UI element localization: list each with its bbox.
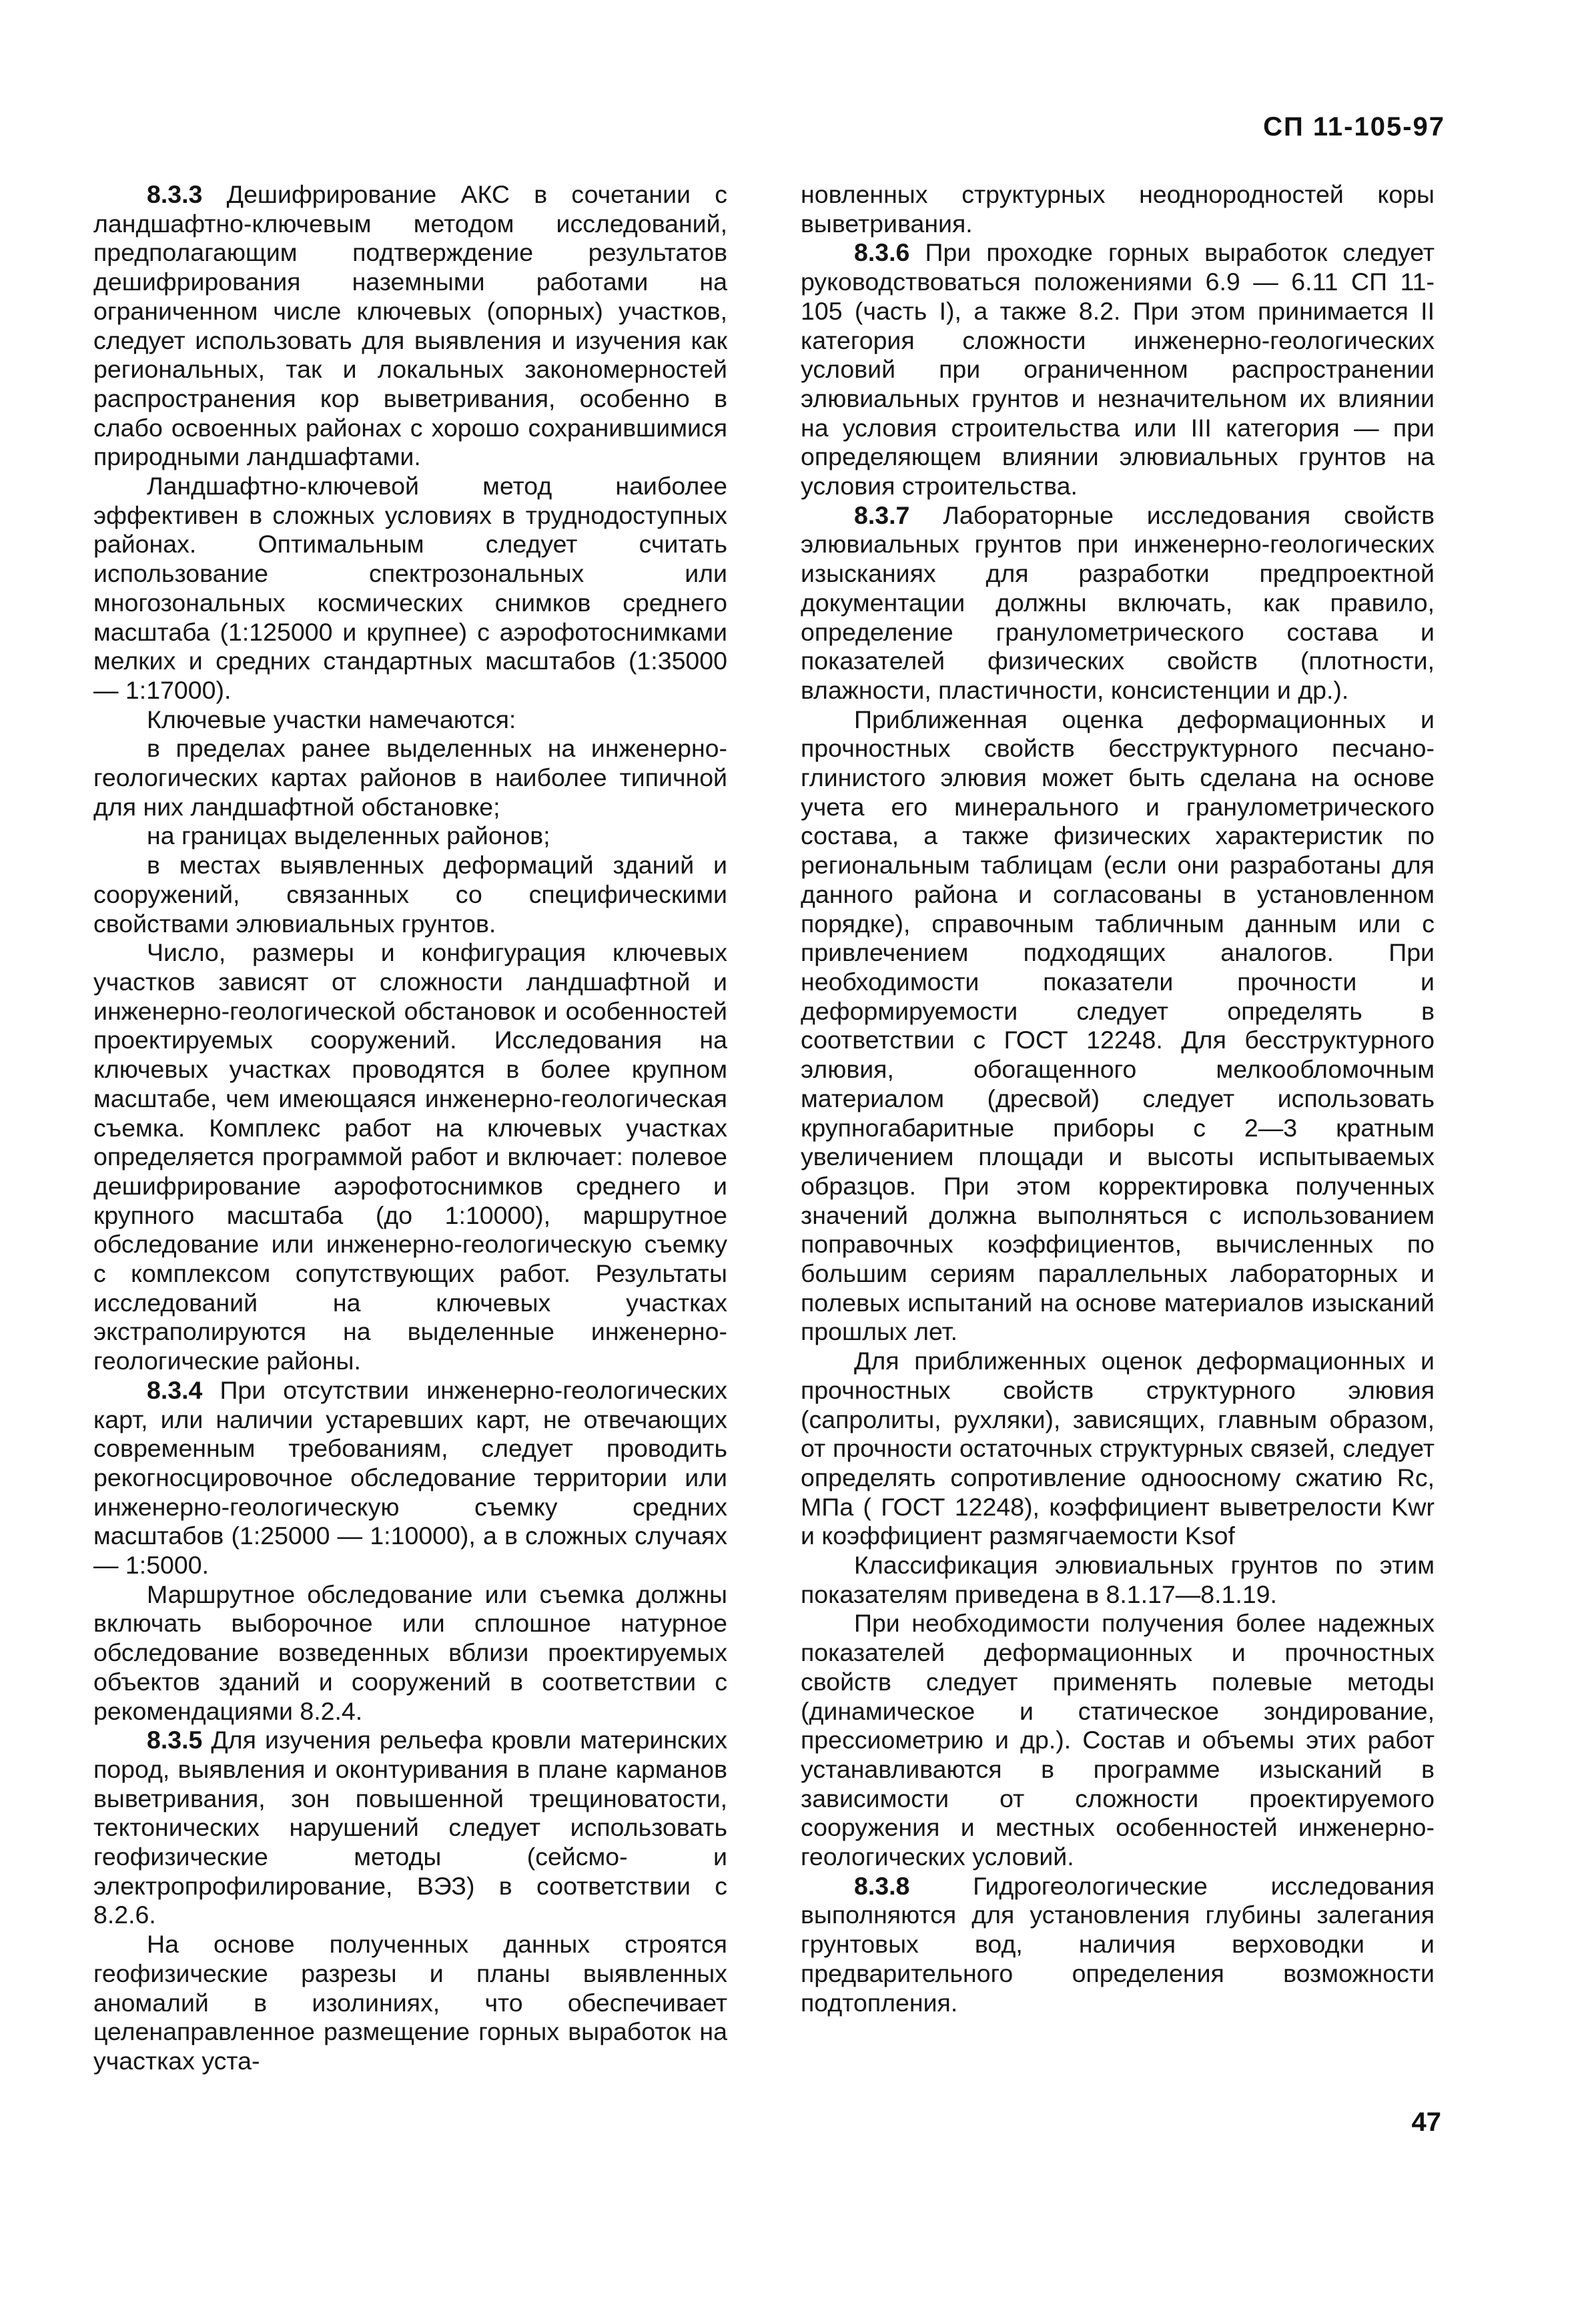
paragraph-text: Гидрогеологические исследования выполняются для установления глубины залегания грунтовых вод, наличия верховодки и предварительного определения возможности подтопления. [801, 1871, 1435, 2017]
paragraph-text: в пределах ранее выделенных на инженерно-геологических картах районов в наиболее типичной для них ландшафтной обстановке; [93, 734, 727, 821]
section-number: 8.3.4 [147, 1375, 203, 1404]
paragraph-text: Ключевые участки намечаются: [147, 705, 516, 733]
paragraph-text: Классификация элювиальных грунтов по этим показателям приведена в 8.1.17—8.1.19. [801, 1551, 1435, 1608]
paragraph-text: На основе полученных данных строятся геофизические разрезы и планы выявленных аномалий в изолиниях, что обеспечивает целенаправленное размещение горных выработок на участках уста- [93, 1930, 727, 2075]
paragraph-text: Для изучения рельефа кровли материнских пород, выявления и оконтуривания в плане карманов выветривания, зон повышенной трещиноватости, тектонических нарушений следует использовать геофизические методы (сейсмо- и электропрофилирование, ВЭЗ) в соответствии с 8.2.6. [93, 1726, 727, 1929]
paragraph [801, 1872, 1435, 2018]
paragraph-text: в местах выявленных деформаций зданий и сооружений, связанных со специфическими свойствами элювиальных грунтов. [93, 851, 727, 938]
section-number: 8.3.5 [147, 1726, 203, 1754]
paragraph [801, 705, 1435, 1347]
paragraph-text: При отсутствии инженерно-геологических карт, или наличии устаревших карт, не отвечающих современным требованиям, следует проводить рекогносцировочное обследование территории или инженерно-геологическую съемку средних масштабов (1:25000 — 1:10000), а в сложных случаях — 1:5000. [93, 1375, 727, 1580]
paragraph-text: на границах выделенных районов; [147, 821, 550, 850]
paragraph [93, 851, 727, 938]
paragraph-text: Маршрутное обследование или съемка должны включать выборочное или сплошное натурное обследование возведенных вблизи проектируемых объектов зданий и сооружений в соответствии с рекомендациями 8.2.4. [93, 1580, 727, 1725]
paragraph [93, 472, 727, 705]
paragraph [801, 1347, 1435, 1551]
paragraph [93, 1580, 727, 1726]
paragraph [801, 1551, 1435, 1609]
section-number: 8.3.6 [854, 238, 910, 267]
document-code-header: СП 11-105-97 [1263, 112, 1445, 141]
paragraph-text: Для приближенных оценок деформационных и прочностных свойств структурного элювия (сапролиты, рухляки), зависящих, главным образом, от прочности остаточных структурных связей, следует определять сопротивление одноосному сжатию Rc, МПа ( ГОСТ 12248), коэффициент выветрелости Kwr и коэффициент размягчаемости Ksof [801, 1347, 1435, 1550]
section-number: 8.3.3 [147, 180, 203, 208]
paragraph-text: При необходимости получения более надежных показателей деформационных и прочностных свойств следует применять полевые методы (динамическое и статическое зондирование, прессиометрию и др.). Состав и объемы этих работ устанавливаются в программе изысканий в зависимости от сложности проектируемого сооружения и местных особенностей инженерно-геологических условий. [801, 1609, 1435, 1871]
paragraph-text: новленных структурных неоднородностей коры выветривания. [801, 180, 1435, 238]
paragraph [93, 821, 727, 851]
paragraph-continuation [801, 180, 1435, 238]
paragraph-text: При проходке горных выработок следует руководствоваться положениями 6.9 — 6.11 СП 11-105 (часть I), а также 8.2. При этом принимается II категория сложности инженерно-геологических условий при ограниченном распространении элювиальных грунтов и незначительном их влиянии на условия строительства или III категория — при определяющем влиянии элювиальных грунтов на условия строительства. [801, 238, 1435, 501]
left-column [93, 180, 727, 2076]
paragraph-text: Дешифрирование АКС в сочетании с ландшафтно-ключевым методом исследований, предполагающим подтверждение результатов дешифрирования наземными работами на ограниченном числе ключевых (опорных) участков, следует использовать для выявления и изучения как региональных, так и локальных закономерностей распространения кор выветривания, особенно в слабо освоенных районах с хорошо сохранившимися природными ландшафтами. [93, 180, 727, 471]
paragraph [93, 1376, 727, 1580]
paragraph-text: Лабораторные исследования свойств элювиальных грунтов при инженерно-геологических изысканиях для разработки предпроектной документации должны включать, как правило, определение гранулометрического состава и показателей физических свойств (плотности, влажности, пластичности, консистенции и др.). [801, 501, 1435, 704]
paragraph-text: Ландшафтно-ключевой метод наиболее эффективен в сложных условиях в труднодоступных районах. Оптимальным следует считать использование спектрозональных или многозональных космических снимков среднего масштаба (1:125000 и крупнее) с аэрофотоснимками мелких и средних стандартных масштабов (1:35000 — 1:17000). [93, 472, 727, 704]
paragraph-text: Число, размеры и конфигурация ключевых участков зависят от сложности ландшафтной и инженерно-геологической обстановок и особенностей проектируемых сооружений. Исследования на ключевых участках проводятся в более крупном масштабе, чем имеющаяся инженерно-геологическая съемка. Комплекс работ на ключевых участках определяется программой работ и включает: полевое дешифрирование аэрофотоснимков среднего и крупного масштаба (до 1:10000), маршрутное обследование или инженерно-геологическую съемку с комплексом сопутствующих работ. Результаты исследований на ключевых участках экстраполируются на выделенные инженерно-геологические районы. [93, 938, 727, 1375]
paragraph [93, 1726, 727, 1930]
paragraph [93, 180, 727, 472]
paragraph [93, 1930, 727, 2076]
paragraph-text: Приближенная оценка деформационных и прочностных свойств бесструктурного песчано-глинистого элювия может быть сделана на основе учета его минерального и гранулометрического состава, а также физических характеристик по региональным таблицам (если они разработаны для данного района и согласованы в установленном порядке), справочным табличным данным или с привлечением подходящих аналогов. При необходимости показатели прочности и деформируемости следует определять в соответствии с ГОСТ 12248. Для бесструктурного элювия, обогащенного мелкообломочным материалом (дресвой) следует использовать крупногабаритные приборы с 2—3 кратным увеличением площади и высоты испытываемых образцов. При этом корректировка полученных значений должна выполняться с использованием поправочных коэффициентов, вычисленных по большим сериям параллельных лабораторных и полевых испытаний на основе материалов изысканий прошлых лет. [801, 705, 1435, 1346]
section-number: 8.3.8 [854, 1871, 910, 1900]
right-column [801, 180, 1435, 2017]
paragraph [801, 238, 1435, 501]
paragraph [801, 501, 1435, 705]
paragraph [93, 938, 727, 1376]
paragraph [93, 734, 727, 821]
paragraph [801, 1609, 1435, 1871]
section-number: 8.3.7 [854, 501, 910, 529]
page-number: 47 [1411, 2107, 1441, 2137]
paragraph [93, 705, 727, 735]
